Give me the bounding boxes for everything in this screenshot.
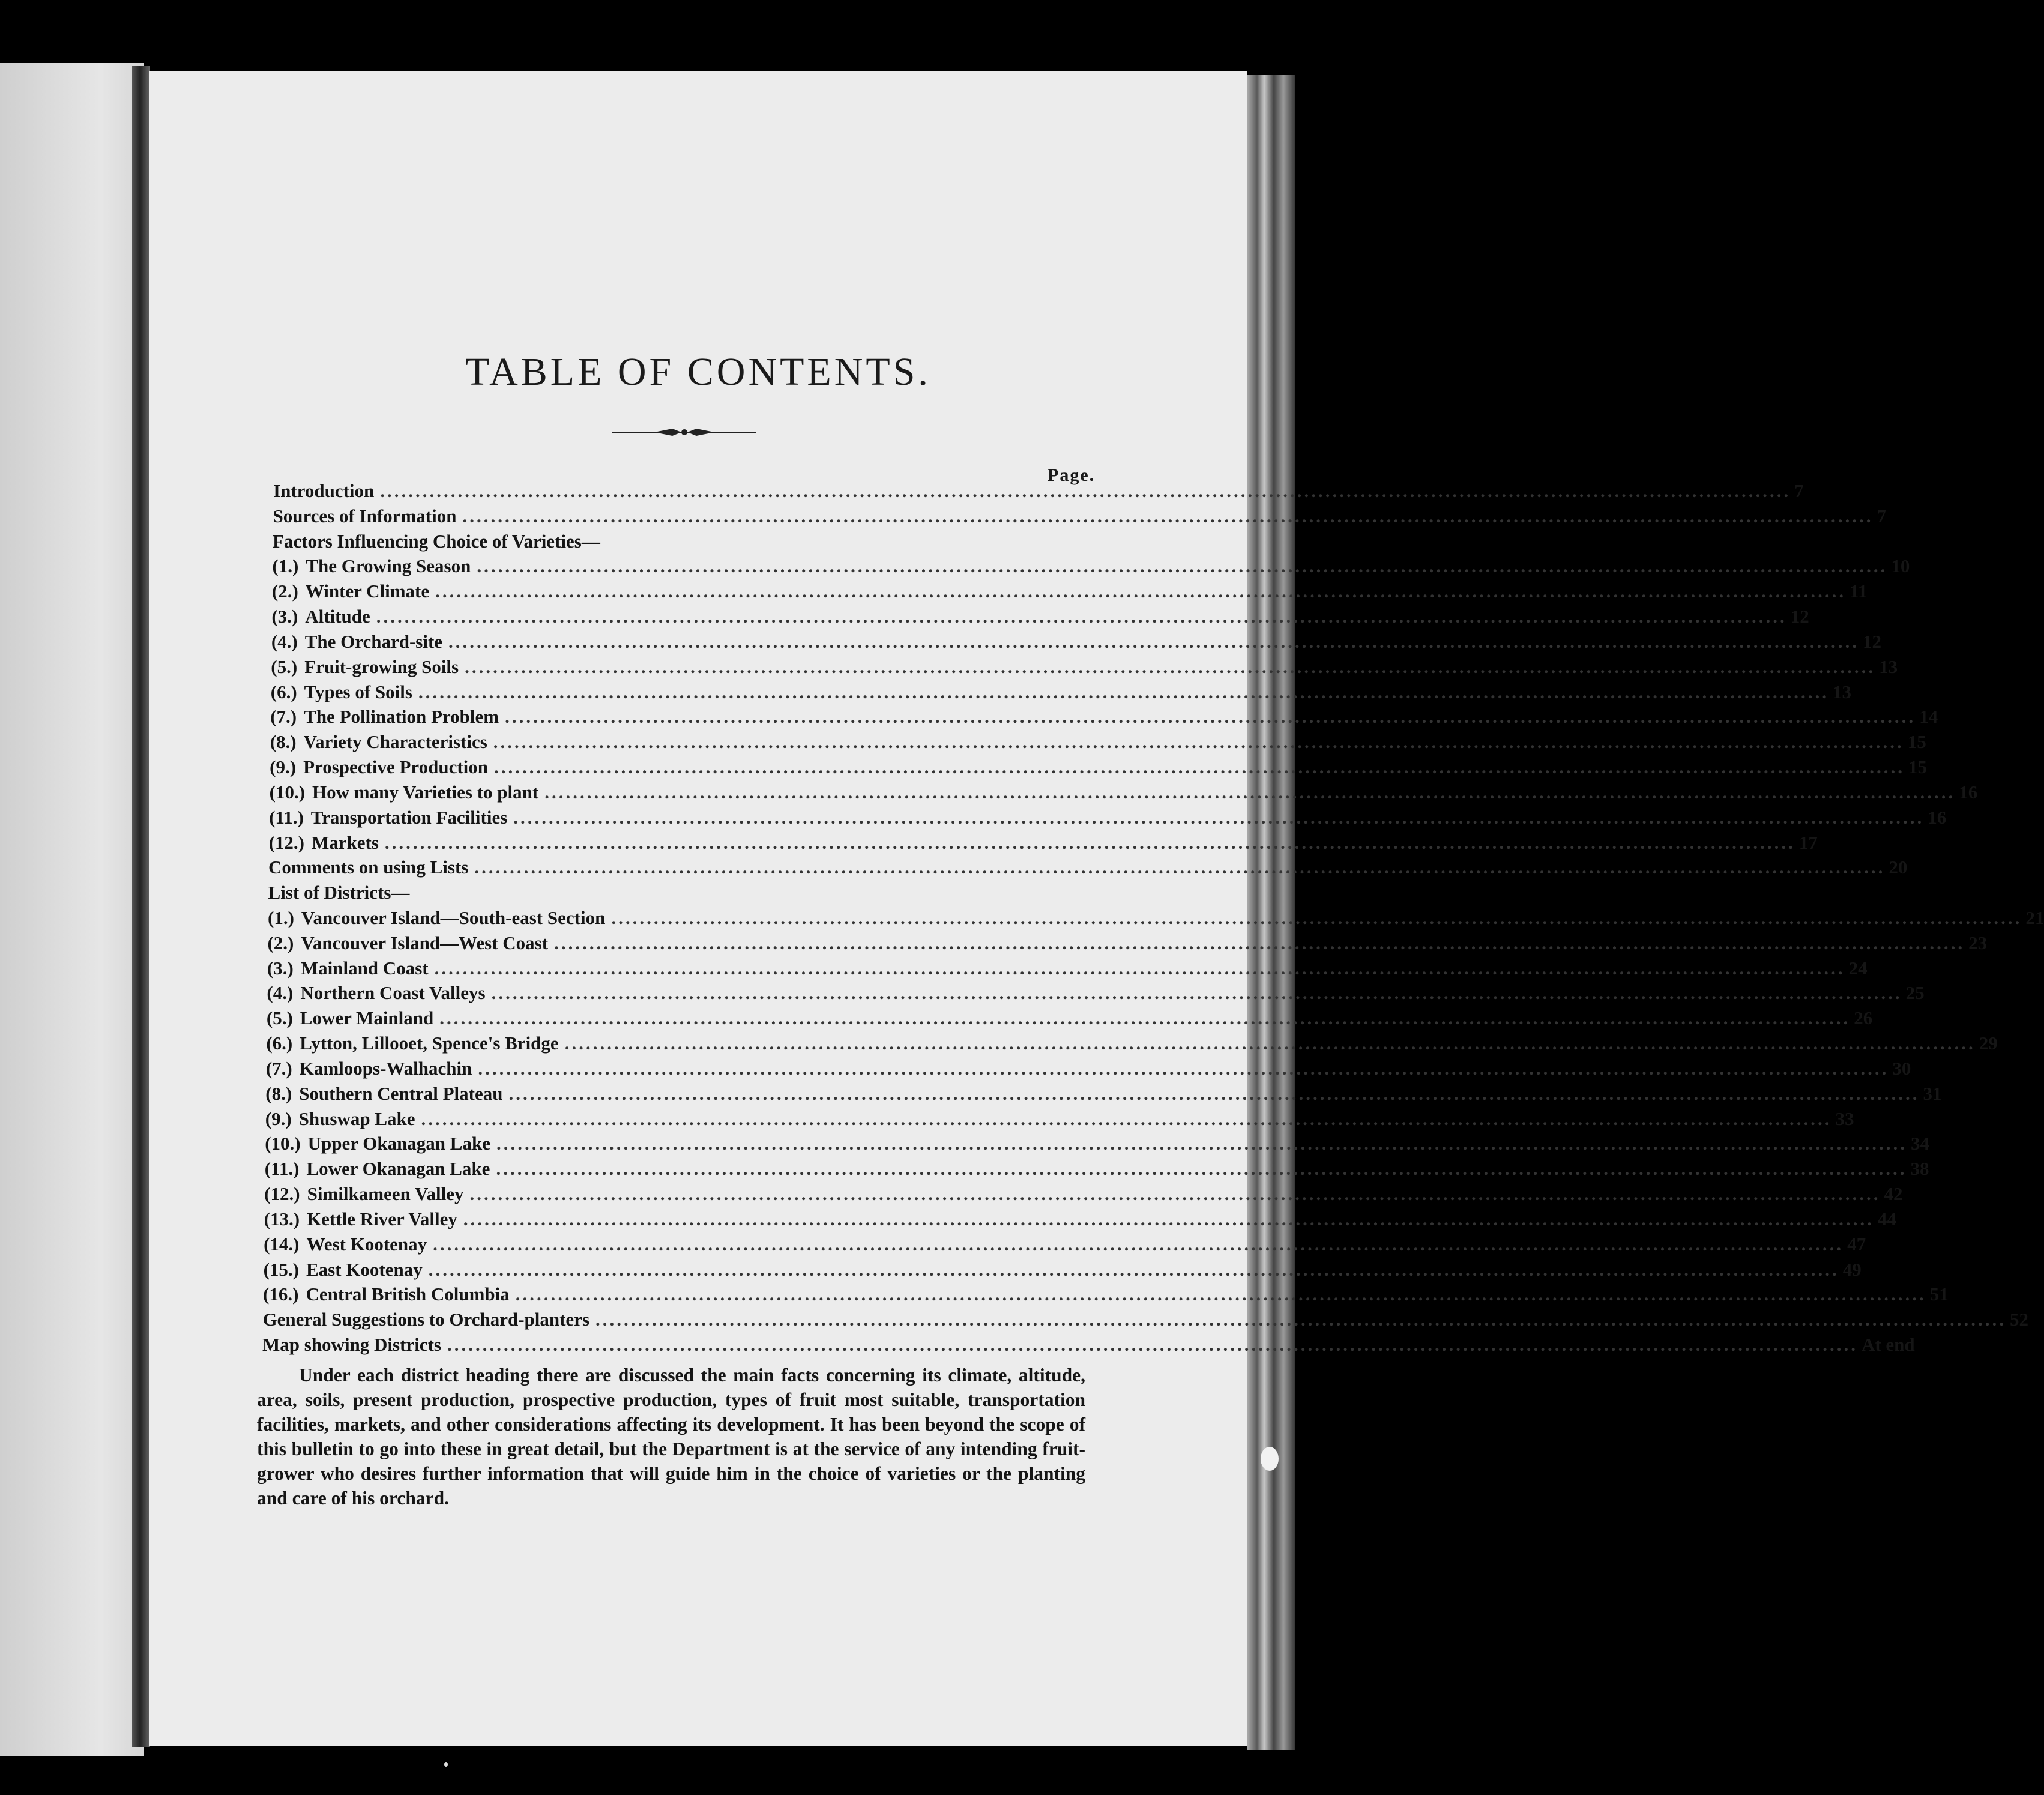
toc-entry-label: Altitude bbox=[305, 606, 370, 627]
toc-entry-number: (5.) bbox=[271, 656, 298, 677]
toc-entry bbox=[267, 982, 1925, 1006]
toc-entry bbox=[269, 781, 1978, 806]
toc-entry-number: (15.) bbox=[263, 1258, 299, 1280]
toc-entry-number: (2.) bbox=[267, 932, 294, 953]
toc-entry-page: 30 bbox=[1892, 1057, 1911, 1079]
toc-entry-page: 25 bbox=[1905, 982, 1925, 1004]
toc-entry bbox=[267, 957, 1868, 982]
toc-dot-leader: ........................................................................................................................................................................................................ bbox=[376, 606, 1787, 627]
toc-entry bbox=[268, 857, 1908, 881]
toc-dot-leader: ........................................................................................................................................................................................................ bbox=[505, 706, 1916, 728]
toc-dot-leader: ........................................................................................................................................................................................................ bbox=[515, 1284, 1926, 1305]
toc-dot-leader: ........................................................................................................................................................................................................ bbox=[463, 1208, 1874, 1229]
toc-entry bbox=[264, 1183, 1903, 1207]
toc-entry-page: 26 bbox=[1854, 1007, 1873, 1029]
toc-dot-leader: ........................................................................................................................................................................................................ bbox=[496, 1133, 1907, 1154]
toc-dot-leader: ........................................................................................................................................................................................................ bbox=[384, 831, 1795, 853]
toc-entry bbox=[265, 1082, 1942, 1107]
toc-entry-label: Northern Coast Valleys bbox=[300, 982, 486, 1004]
page-damage-mark bbox=[1261, 1447, 1279, 1471]
toc-entry bbox=[270, 681, 1851, 705]
toc-entry-page: 15 bbox=[1908, 756, 1928, 778]
toc-dot-leader: ........................................................................................................................................................................................................ bbox=[508, 1082, 1920, 1104]
toc-entry bbox=[265, 1133, 1929, 1157]
toc-dot-leader: ........................................................................................................................................................................................................ bbox=[428, 1258, 1839, 1280]
toc-entry-page: 17 bbox=[1798, 831, 1818, 853]
toc-entry-page: 12 bbox=[1863, 630, 1882, 652]
toc-entry-page: 13 bbox=[1879, 656, 1898, 677]
ornament-divider-icon bbox=[612, 425, 756, 439]
toc-entry bbox=[268, 882, 1096, 906]
toc-entry-page: 13 bbox=[1832, 681, 1851, 702]
toc-entry-number: (3.) bbox=[267, 957, 294, 979]
toc-entry-page: 7 bbox=[1877, 505, 1886, 526]
toc-entry-label: Winter Climate bbox=[305, 581, 430, 602]
toc-entry-number: (4.) bbox=[267, 982, 294, 1004]
toc-entry bbox=[271, 656, 1898, 680]
toc-entry bbox=[267, 932, 1988, 956]
toc-entry-page: 33 bbox=[1835, 1108, 1854, 1129]
toc-entry-label: Fruit-growing Soils bbox=[304, 656, 459, 677]
toc-entry-label: Prospective Production bbox=[303, 756, 489, 778]
toc-dot-leader: ........................................................................................................................................................................................................ bbox=[418, 681, 1829, 702]
toc-entry bbox=[265, 1108, 1854, 1132]
toc-entry-page: 12 bbox=[1790, 606, 1809, 627]
toc-dot-leader: ........................................................................................................................................................................................................ bbox=[494, 756, 1905, 778]
toc-entry-number: (7.) bbox=[270, 706, 297, 728]
toc-entry-page: 7 bbox=[1794, 480, 1804, 501]
toc-entry bbox=[271, 581, 1868, 605]
toc-entry-label: Similkameen Valley bbox=[307, 1183, 464, 1205]
toc-dot-leader: ........................................................................................................................................................................................................ bbox=[435, 581, 1847, 602]
toc-entry bbox=[266, 1007, 1873, 1031]
toc-entry-page: 49 bbox=[1842, 1258, 1862, 1280]
toc-entry-number: (4.) bbox=[271, 630, 298, 652]
toc-entry-number: (12.) bbox=[264, 1183, 300, 1205]
toc-entry-label: The Pollination Problem bbox=[304, 706, 499, 728]
toc-dot-leader: ........................................................................................................................................................................................................ bbox=[611, 907, 2022, 928]
toc-entry bbox=[273, 505, 1886, 529]
toc-dot-leader: ........................................................................................................................................................................................................ bbox=[564, 1033, 1976, 1054]
toc-entry bbox=[268, 907, 2044, 931]
toc-entry bbox=[271, 630, 1882, 655]
toc-entry-label: Lower Okanagan Lake bbox=[306, 1158, 490, 1180]
toc-entry-page: 34 bbox=[1910, 1133, 1929, 1154]
toc-entry-label: How many Varieties to plant bbox=[312, 781, 539, 803]
toc-entry-label: List of Districts— bbox=[268, 882, 410, 904]
toc-entry-label: Central British Columbia bbox=[306, 1284, 510, 1305]
toc-dot-leader: ........................................................................................................................................................................................................ bbox=[544, 781, 1956, 803]
toc-entry-page: 29 bbox=[1979, 1033, 1998, 1054]
book-gutter bbox=[132, 66, 150, 1747]
toc-entry bbox=[273, 531, 1101, 555]
toc-entry-number: (2.) bbox=[271, 581, 298, 602]
toc-entry-label: Southern Central Plateau bbox=[299, 1082, 503, 1104]
toc-entry-number: (9.) bbox=[265, 1108, 292, 1129]
toc-entry-label: Kamloops-Walhachin bbox=[299, 1057, 472, 1079]
toc-entry-number: (14.) bbox=[264, 1233, 300, 1255]
toc-entry-number: (1.) bbox=[272, 555, 299, 577]
toc-dot-leader: ........................................................................................................................................................................................................ bbox=[421, 1108, 1832, 1129]
page-column-header: Page. bbox=[1048, 465, 1096, 485]
toc-entry-page: 23 bbox=[1968, 932, 1988, 953]
toc-dot-leader: ........................................................................................................................................................................................................ bbox=[496, 1158, 1907, 1180]
toc-dot-leader: ........................................................................................................................................................................................................ bbox=[474, 857, 1886, 878]
toc-entry-page: 42 bbox=[1884, 1183, 1903, 1205]
toc-entry-number: (11.) bbox=[264, 1158, 300, 1180]
toc-entry-number: (16.) bbox=[263, 1284, 299, 1305]
toc-entry-page: At end bbox=[1861, 1334, 1915, 1355]
toc-entry-page: 20 bbox=[1889, 857, 1908, 878]
toc-entry-page: 15 bbox=[1907, 731, 1926, 753]
toc-entry-page: 16 bbox=[1959, 781, 1978, 803]
toc-entry bbox=[264, 1233, 1866, 1258]
toc-entry-number: (12.) bbox=[268, 831, 304, 853]
toc-dot-leader: ........................................................................................................................................................................................................ bbox=[447, 1334, 1858, 1355]
toc-entry-label: Factors Influencing Choice of Varieties— bbox=[272, 530, 600, 552]
toc-dot-leader: ........................................................................................................................................................................................................ bbox=[554, 932, 1965, 953]
toc-dot-leader: ........................................................................................................................................................................................................ bbox=[469, 1183, 1881, 1205]
toc-entry-page: 14 bbox=[1919, 706, 1938, 728]
toc-entry-label: Introduction bbox=[273, 480, 375, 501]
toc-entry-page: 16 bbox=[1928, 806, 1947, 828]
toc-entry-number: (8.) bbox=[270, 731, 297, 753]
toc-entry-number: (8.) bbox=[265, 1082, 292, 1104]
toc-dot-leader: ........................................................................................................................................................................................................ bbox=[478, 1057, 1889, 1079]
toc-dot-leader: ........................................................................................................................................................................................................ bbox=[465, 656, 1876, 677]
toc-dot-leader: ........................................................................................................................................................................................................ bbox=[462, 505, 1874, 526]
toc-entry-number: (5.) bbox=[266, 1007, 293, 1029]
toc-entry bbox=[270, 706, 1938, 730]
toc-entry-label: The Growing Season bbox=[306, 555, 471, 577]
toc-entry-label: General Suggestions to Orchard-planters bbox=[262, 1309, 590, 1330]
toc-entry-page: 47 bbox=[1847, 1233, 1866, 1255]
toc-entry-page: 51 bbox=[1929, 1284, 1949, 1305]
toc-entry bbox=[270, 756, 1928, 780]
toc-entry-page: 38 bbox=[1910, 1158, 1929, 1180]
toc-entry-number: (10.) bbox=[269, 781, 306, 803]
toc-entry-label: Shuswap Lake bbox=[298, 1108, 415, 1129]
toc-entry-page: 24 bbox=[1848, 957, 1868, 979]
toc-entry-label: East Kootenay bbox=[306, 1258, 423, 1280]
introduction-paragraph: Under each district heading there are discussed the main facts concerning its climate, altitude, area, soils, present production, prospective production, types of fruit most suitable, transportation facilities, markets, and other considerations affecting its development. It has been beyond the scope of this bulletin to go into these in great detail, but the Department is at the service of any intending fruit-grower who desires further information that will guide him in the choice of varieties or the planting and care of his orchard. bbox=[257, 1365, 1085, 1509]
toc-entry-page: 21 bbox=[2025, 907, 2044, 928]
toc-entry-page: 10 bbox=[1891, 555, 1910, 577]
toc-dot-leader: ........................................................................................................................................................................................................ bbox=[433, 1233, 1844, 1255]
toc-entry-page: 11 bbox=[1850, 581, 1868, 602]
toc-entry-label: Comments on using Lists bbox=[268, 857, 469, 878]
scan-speck bbox=[444, 1762, 448, 1767]
toc-entry-number: (7.) bbox=[265, 1057, 292, 1079]
toc-entry-label: Lytton, Lillooet, Spence's Bridge bbox=[300, 1033, 559, 1054]
toc-entry-label: The Orchard-site bbox=[304, 630, 443, 652]
toc-entry bbox=[273, 480, 1804, 504]
toc-entry-label: West Kootenay bbox=[306, 1233, 427, 1255]
toc-dot-leader: ........................................................................................................................................................................................................ bbox=[513, 806, 1925, 828]
toc-entry bbox=[263, 1258, 1862, 1283]
toc-entry-page: 52 bbox=[2010, 1309, 2029, 1330]
page-title: TABLE OF CONTENTS. bbox=[465, 350, 931, 394]
toc-entry bbox=[264, 1158, 1929, 1182]
toc-entry-label: Markets bbox=[311, 831, 379, 853]
toc-entry bbox=[268, 831, 1818, 856]
toc-entry-number: (10.) bbox=[265, 1133, 301, 1154]
toc-entry bbox=[262, 1334, 1915, 1358]
toc-entry-label: Sources of Information bbox=[273, 505, 457, 526]
toc-entry bbox=[264, 1208, 1896, 1232]
toc-entry bbox=[262, 1309, 2029, 1333]
toc-entry bbox=[265, 1057, 1911, 1082]
toc-entry-label: Map showing Districts bbox=[262, 1334, 441, 1355]
toc-dot-leader: ........................................................................................................................................................................................................ bbox=[434, 957, 1845, 979]
toc-entry-label: Transportation Facilities bbox=[310, 806, 508, 828]
toc-dot-leader: ........................................................................................................................................................................................................ bbox=[439, 1007, 1851, 1029]
toc-entry-label: Vancouver Island—West Coast bbox=[301, 932, 549, 953]
toc-dot-leader: ........................................................................................................................................................................................................ bbox=[380, 480, 1791, 501]
toc-dot-leader: ........................................................................................................................................................................................................ bbox=[477, 555, 1888, 577]
toc-entry-label: Types of Soils bbox=[304, 681, 412, 702]
toc-entry bbox=[269, 806, 1947, 831]
toc-entry-page: 31 bbox=[1923, 1082, 1942, 1104]
toc-entry bbox=[263, 1284, 1949, 1308]
toc-entry-label: Upper Okanagan Lake bbox=[307, 1133, 490, 1154]
toc-entry-number: (6.) bbox=[270, 681, 297, 702]
left-page-edge bbox=[0, 63, 144, 1756]
toc-dot-leader: ........................................................................................................................................................................................................ bbox=[493, 731, 1904, 753]
toc-dot-leader: ........................................................................................................................................................................................................ bbox=[491, 982, 1902, 1004]
toc-entry-page: 44 bbox=[1877, 1208, 1896, 1229]
toc-entry-label: Mainland Coast bbox=[300, 957, 429, 979]
toc-dot-leader: ........................................................................................................................................................................................................ bbox=[595, 1309, 2007, 1330]
toc-entry-number: (3.) bbox=[271, 606, 298, 627]
toc-dot-leader: ........................................................................................................................................................................................................ bbox=[448, 630, 1860, 652]
toc-entry-label: Variety Characteristics bbox=[303, 731, 487, 753]
toc-entry-number: (9.) bbox=[270, 756, 297, 778]
toc-entry bbox=[266, 1033, 1998, 1057]
toc-entry bbox=[271, 606, 1809, 630]
toc-entry-number: (6.) bbox=[266, 1033, 293, 1054]
toc-entry-number: (11.) bbox=[269, 806, 304, 828]
toc-entry-number: (13.) bbox=[264, 1208, 300, 1229]
toc-entry-label: Lower Mainland bbox=[300, 1007, 434, 1029]
toc-entry-label: Kettle River Valley bbox=[307, 1208, 457, 1229]
toc-entry-number: (1.) bbox=[268, 907, 294, 928]
toc-entry bbox=[272, 555, 1910, 579]
toc-entry bbox=[270, 731, 1926, 755]
toc-entry-label: Vancouver Island—South-east Section bbox=[301, 907, 606, 928]
